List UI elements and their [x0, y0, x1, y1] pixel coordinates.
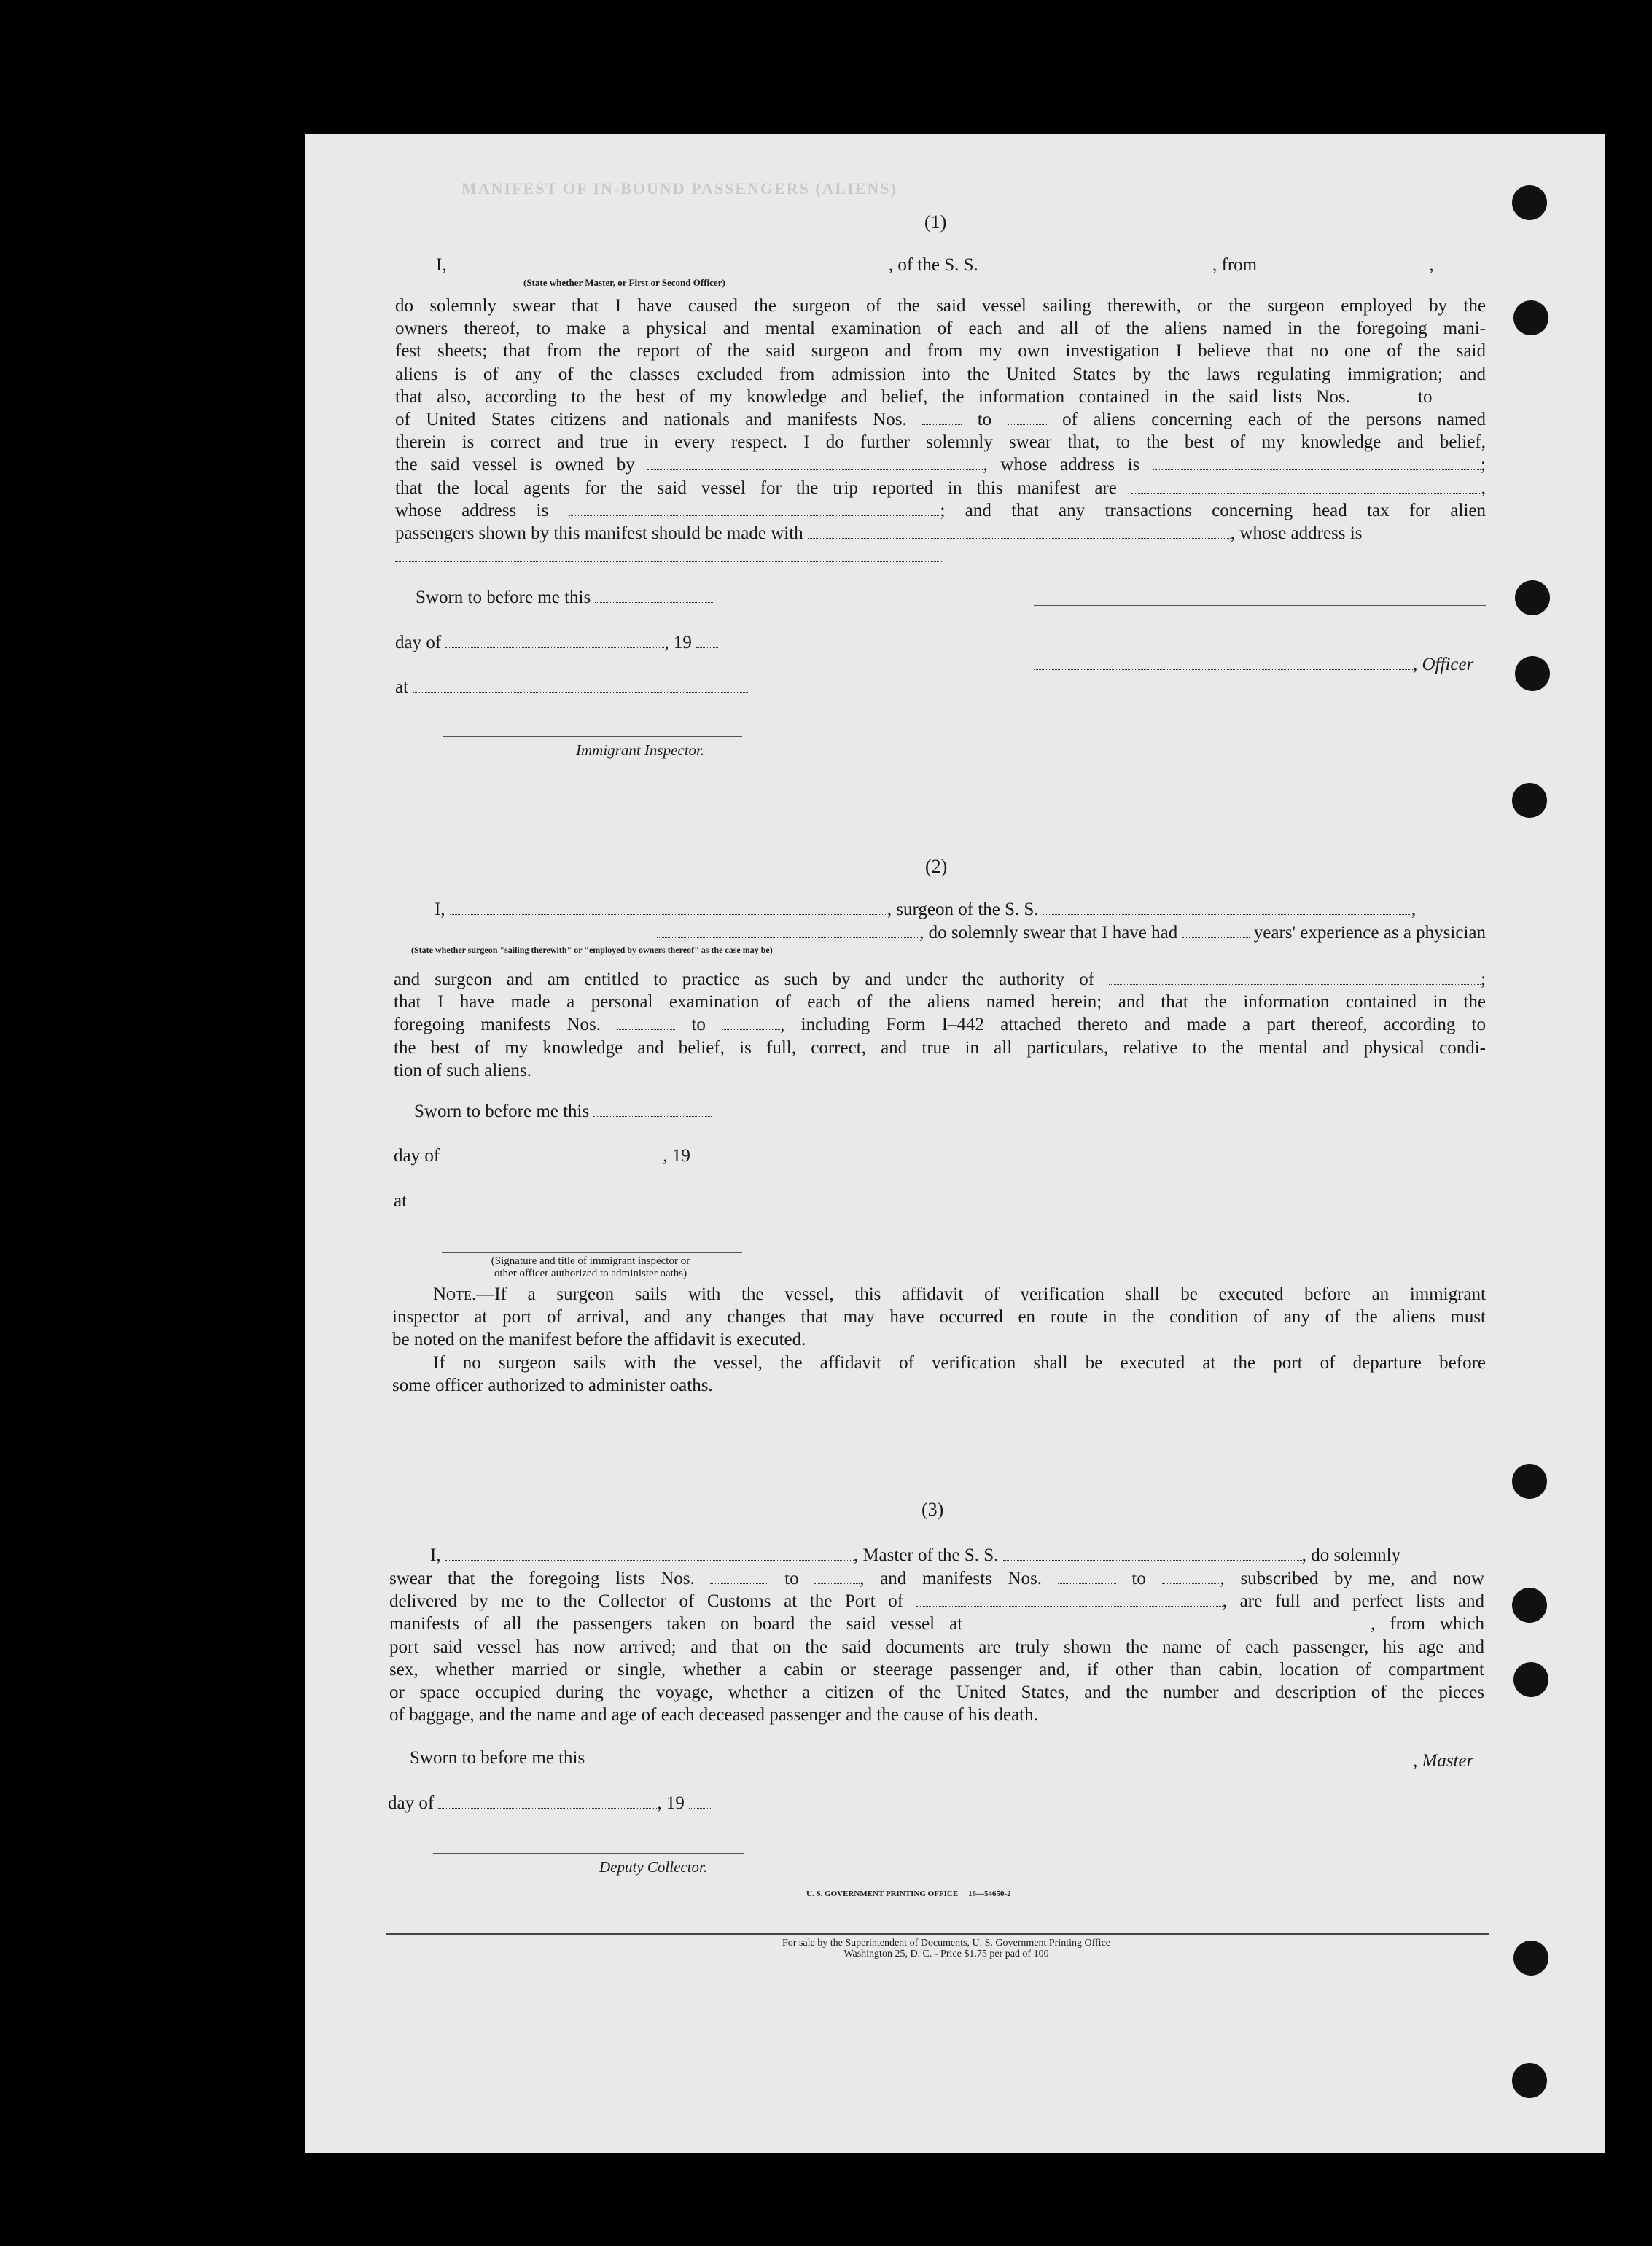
section-1-at: at	[395, 676, 748, 698]
section-2-intro: I, , surgeon of the S. S. ,	[435, 900, 1417, 919]
binder-hole	[1515, 656, 1550, 691]
section-2-at: at	[394, 1190, 747, 1212]
binder-hole	[1513, 1662, 1548, 1697]
binder-hole	[1512, 185, 1547, 220]
gpo-imprint: U. S. GOVERNMENT PRINTING OFFICE 16—54650-2	[806, 1890, 1011, 1898]
section-3-intro: I, , Master of the S. S. , do solemnly	[430, 1545, 1401, 1565]
master-caption: (State whether Master, or First or Second Officer)	[523, 277, 725, 288]
footer-rule	[386, 1933, 1489, 1935]
section-1-address-line	[395, 561, 942, 562]
section-3-oath: swear that the foregoing lists Nos. to , and manifests Nos. to , subscribed by me, and now delivered by me to the Collector of Customs at the Port of , are full and perfect lists and manifests of all the passengers taken on board the said vessel at , from which port said vessel has now arrived; and that on the said documents are truly shown the name of each passenger, his age and sex, whether married or single, whether a cabin or steerage passenger and, if other than cabin, location of compartment or space occupied during the voyage, whether a citizen of the United States, and the number and description of the pieces of baggage, and the name and age of each deceased passenger and the cause of his death.	[389, 1569, 1485, 1726]
section-2-day: day of , 19	[394, 1145, 717, 1167]
section-1-oath: do solemnly swear that I have caused the surgeon of the said vessel sailing therewith, or the surgeon employed by the owners thereof, to make a physical and mental examination of each and all of the aliens named in the foregoing mani- fest sheets; that from the report of the said surgeon and from my own investigation I believe that no one of the said aliens is of any of the classes excluded from admission into the United States by the laws regulating immigration; and that also, according to the best of my knowledge and belief, the information contained in the said lists Nos. to of United States citizens and nationals and manifests Nos. to of aliens concerning each of the persons named therein is correct and true in every respect. I do further solemnly swear that, to the best of my knowledge and belief, the said vessel is owned by , whose address is ; that the local agents for the said vessel for the trip reported in this manifest are , whose address is ; and that any transactions concerning head tax for alien passengers shown by this manifest should be made with , whose address is	[395, 296, 1487, 544]
bleed-through-header: MANIFEST OF IN-BOUND PASSENGERS (ALIENS)	[461, 179, 897, 198]
sale-notice: For sale by the Superintendent of Documents, U. S. Government Printing Office Washington 25, D. C. - Price $1.75 per pad of 100	[782, 1938, 1110, 1960]
binder-hole	[1512, 1464, 1547, 1499]
binder-hole	[1513, 300, 1548, 335]
binder-hole	[1515, 580, 1550, 615]
section-1-officer: , Officer	[1034, 653, 1473, 676]
section-1-sworn: Sworn to before me this	[416, 586, 713, 609]
section-2-signature-caption: (Signature and title of immigrant inspector or other officer authorized to administer oaths)	[491, 1255, 690, 1279]
section-1-inspector-title: Immigrant Inspector.	[576, 741, 705, 759]
section-3-number: (3)	[922, 1499, 944, 1520]
binder-hole	[1512, 1588, 1547, 1623]
binder-hole	[1512, 783, 1547, 818]
section-2-note: Note.—If a surgeon sails with the vessel, this affidavit of verification shall be executed before an immigrant inspector at port of arrival, and any changes that may have occurred en route in the condition of any of the aliens must be noted on the manifest before the affidavit is executed. If no surgeon sails with the vessel, the affidavit of verification shall be executed at the port of departure before some officer authorized to administer oaths.	[392, 1284, 1486, 1395]
section-1-number: (1)	[924, 211, 947, 233]
surgeon-caption: (State whether surgeon "sailing therewith" or "employed by owners thereof" as the case may be)	[411, 945, 773, 955]
section-1-intro: I, , of the S. S. , from ,	[436, 255, 1434, 275]
section-1-inspector-line	[443, 736, 742, 737]
section-1-day: day of , 19	[395, 631, 718, 654]
binder-hole	[1512, 2063, 1547, 2098]
section-3-day: day of , 19	[388, 1792, 711, 1814]
section-2-oath: and surgeon and am entitled to practice as such by and under the authority of ; that I have made a personal examination of each of the aliens named herein; and that the information contained in the foregoing manifests Nos. to , including Form I–442 attached thereto and made a part thereof, according to the best of my knowledge and belief, is full, correct, and true in all particulars, relative to the mental and physical condi- tion of such aliens.	[394, 970, 1487, 1080]
form-page	[305, 134, 1605, 2153]
binder-hole	[1513, 1941, 1548, 1976]
section-2-experience: , do solemnly swear that I have had years' experience as a physician	[395, 921, 1486, 944]
section-3-deputy-title: Deputy Collector.	[599, 1858, 708, 1876]
section-2-sworn: Sworn to before me this	[414, 1100, 712, 1123]
section-3-sworn: Sworn to before me this	[410, 1747, 706, 1769]
section-2-inspector-line	[442, 1252, 742, 1253]
section-2-number: (2)	[925, 856, 948, 877]
section-1-officer-signature-line	[1034, 605, 1486, 606]
section-3-deputy-line	[433, 1853, 744, 1854]
section-3-master: , Master	[1026, 1750, 1473, 1772]
